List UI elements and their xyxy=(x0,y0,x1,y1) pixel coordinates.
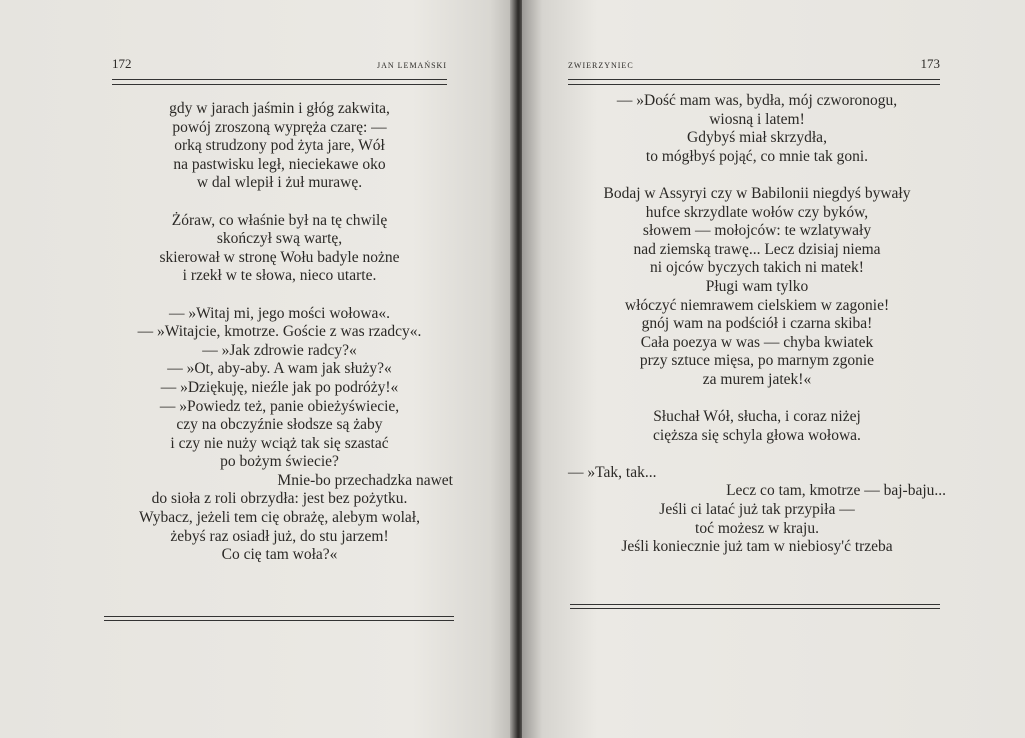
text-line: — »Dziękuję, nieźle jak po podróży!« xyxy=(160,378,399,396)
right-page-number: 173 xyxy=(920,56,940,71)
text-line: — »Witajcie, kmotrze. Goście z was rzadcy«. xyxy=(137,323,422,341)
text-line: toć możesz w kraju. xyxy=(695,519,819,537)
text-line: — »Tak, tak... xyxy=(568,463,657,481)
text-line: żebyś raz osiadł już, do stu jarzem! xyxy=(170,527,389,545)
text-line: i rzekł w te słowa, nieco utarte. xyxy=(182,267,377,285)
right-page xyxy=(522,0,1025,738)
text-line: słowem — mołojców: te wzlatywały xyxy=(642,222,872,240)
stanza-gap xyxy=(568,445,946,464)
text-line: Wybacz, jeżeli tem cię obrażę, alebym wolał, xyxy=(139,509,420,527)
left-footer-rule xyxy=(104,616,454,621)
text-line: powój zroszoną wypręża czarę: — xyxy=(172,118,387,136)
text-line: po bożym świecie? xyxy=(220,453,339,471)
text-line: Mnie-bo przechadzka nawet xyxy=(277,471,453,489)
stanza-gap xyxy=(568,390,946,409)
right-running-head xyxy=(568,56,940,80)
text-line: — »Jak zdrowie radcy?« xyxy=(202,341,357,359)
text-line: hufce skrzydlate wołów czy byków, xyxy=(645,203,869,221)
text-line: przy sztuce mięsa, po marnym zgonie xyxy=(639,352,875,370)
right-footer-rule xyxy=(570,604,940,609)
text-line: — »Ot, aby-aby. A wam jak służy?« xyxy=(167,360,392,378)
stanza-gap xyxy=(568,166,946,185)
left-running-head xyxy=(112,56,447,80)
stanza-gap xyxy=(106,193,453,212)
text-line: w dal wlepił i żuł murawę. xyxy=(196,174,363,192)
text-line: do sioła z roli obrzydła: jest bez pożytku. xyxy=(151,490,408,508)
right-running-title: ZWIERZYNIEC xyxy=(568,61,634,70)
left-header-rule xyxy=(112,84,447,85)
right-header-rule xyxy=(568,84,940,85)
text-line: wiosną i latem! xyxy=(709,110,805,128)
stanza-gap xyxy=(106,286,453,305)
text-line: gdy w jarach jaśmin i głóg zakwita, xyxy=(169,100,390,117)
text-line: Gdybyś miał skrzydła, xyxy=(687,129,827,147)
text-line: Słuchał Wół, słucha, i coraz niżej xyxy=(653,408,861,426)
text-line: Żóraw, co właśnie był na tę chwilę xyxy=(171,211,388,229)
text-line: skierował w stronę Wołu badyle nożne xyxy=(159,248,400,266)
left-page-number: 172 xyxy=(112,56,132,71)
text-line: za murem jatek!« xyxy=(702,370,812,388)
text-line: — »Witaj mi, jego mości wołowa«. xyxy=(168,304,391,322)
text-line: czy na obczyźnie słodsze są żaby xyxy=(176,416,383,434)
left-running-title: JAN LEMAŃSKI xyxy=(377,61,447,70)
text-line: włóczyć niemrawem cielskiem w zagonie! xyxy=(624,296,890,314)
text-line: Pługi wam tylko xyxy=(705,277,809,295)
text-line: orką strudzony pod żyta jare, Wół xyxy=(174,137,385,155)
text-line: i czy nie nuży wciąż tak się szastać xyxy=(170,434,389,452)
text-line: Jeśli ci latać już tak przypiła — xyxy=(659,501,855,519)
text-line: gnój wam na podściół i czarna skiba! xyxy=(641,315,873,333)
text-line: Jeśli koniecznie już tam w niebiosy'ć trzeba xyxy=(621,538,893,556)
text-line: ni ojców byczych takich ni matek! xyxy=(650,259,864,277)
text-line: to mógłbyś pojąć, co mnie tak goni. xyxy=(645,147,869,165)
text-line: Bodaj w Assyryi czy w Babilonii niegdyś bywały xyxy=(603,184,911,202)
text-line: Co cię tam woła?« xyxy=(221,546,338,564)
right-page-text xyxy=(568,92,946,557)
text-line: Cała poezya w was — chyba kwiatek xyxy=(640,333,874,351)
text-line: — »Dość mam was, bydła, mój czworonogu, xyxy=(616,92,898,109)
left-page-text xyxy=(106,100,453,565)
text-line: nad ziemską trawę... Lecz dzisiaj niema xyxy=(633,240,881,258)
text-line: cięższa się schyla głowa wołowa. xyxy=(653,426,861,444)
text-line: skończył swą wartę, xyxy=(216,230,343,248)
text-line: — »Powiedz też, panie obieżyświecie, xyxy=(159,397,400,415)
text-line: Lecz co tam, kmotrze — baj-baju... xyxy=(726,482,946,500)
text-line: na pastwisku legł, nieciekawe oko xyxy=(173,155,386,173)
